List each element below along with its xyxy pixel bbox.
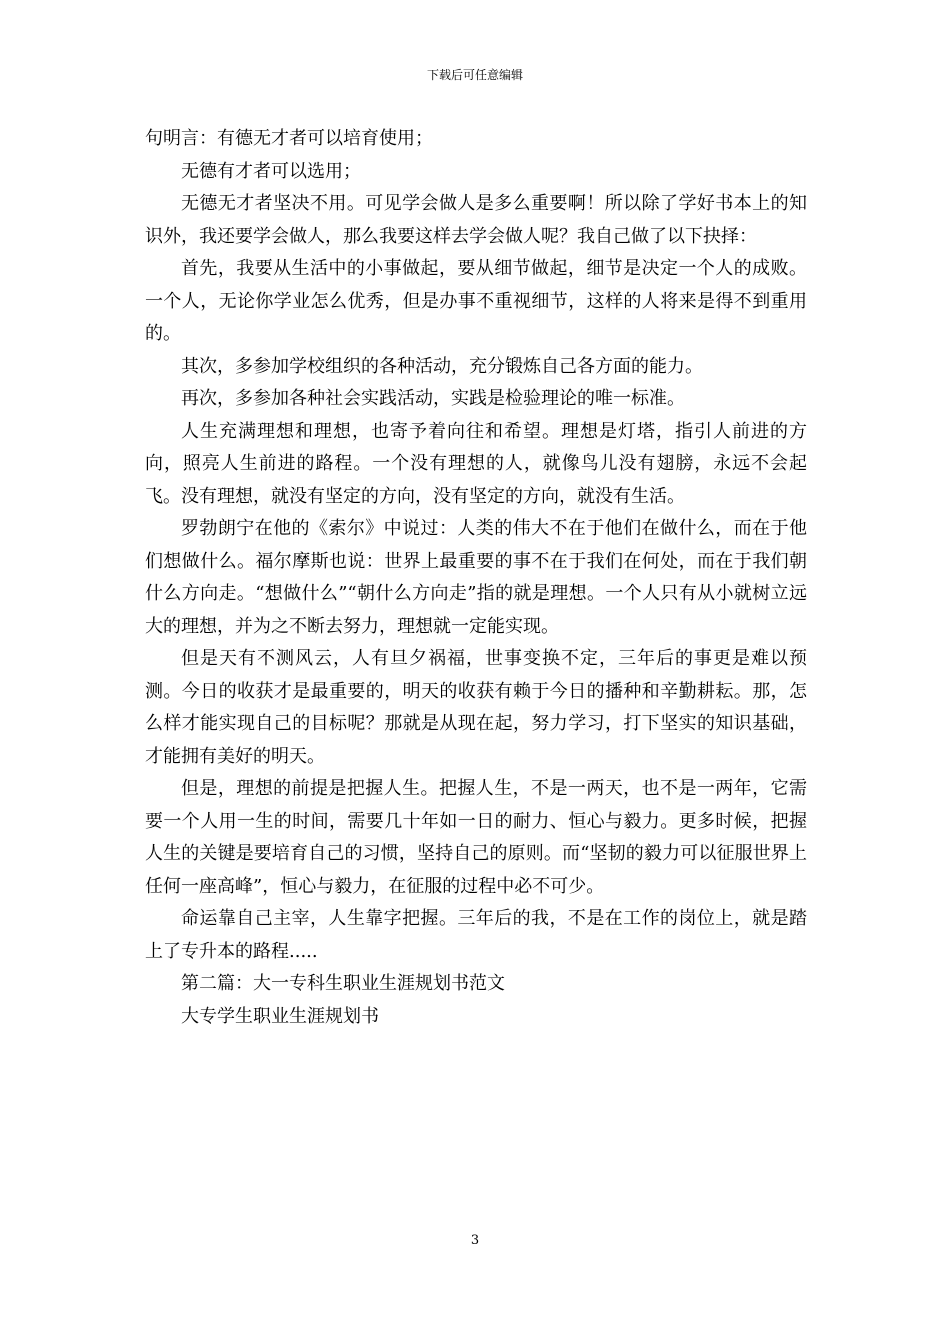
paragraph: 但是，理想的前提是把握人生。把握人生，不是一两天，也不是一两年，它需要一个人用一生的时间，需要几十年如一日的耐力、恒心与毅力。更多时候，把握人生的关键是要培育自己的习惯，坚持自己的原则。而“坚韧的毅力可以征服世界上任何一座高峰”，恒心与毅力，在征服的过程中必不可少。 — [145, 778, 807, 897]
paragraph: 但是天有不测风云，人有旦夕祸福，世事变换不定，三年后的事更是难以预测。今日的收获才是最重要的，明天的收获有赖于今日的播种和辛勤耕耘。那，怎么样才能实现自己的目标呢？那就是从现在起，努力学习，打下坚实的知识基础，才能拥有美好的明天。 — [145, 648, 807, 767]
paragraph: 其次，多参加学校组织的各种活动，充分锻炼自己各方面的能力。 — [181, 355, 703, 377]
paragraph: 句明言：有德无才者可以培育使用； — [145, 128, 433, 149]
paragraph: 命运靠自己主宰，人生靠字把握。三年后的我，不是在工作的岗位上，就是踏上了专升本的路程..... — [145, 908, 807, 962]
document-body — [145, 123, 807, 1033]
paragraph: 人生充满理想和理想，也寄予着向往和希望。理想是灯塔，指引人前进的方向，照亮人生前进的路程。一个没有理想的人，就像鸟儿没有翅膀，永远不会起飞。没有理想，就没有坚定的方向，没有坚定的方向，就没有生活。 — [145, 420, 807, 507]
section-heading: 第二篇：大一专科生职业生涯规划书范文 — [181, 973, 505, 994]
page-number: 3 — [470, 1233, 480, 1248]
document-title: 大专学生职业生涯规划书 — [181, 1005, 379, 1027]
paragraph: 首先，我要从生活中的小事做起，要从细节做起，细节是决定一个人的成败。一个人，无论你学业怎么优秀，但是办事不重视细节，这样的人将来是得不到重用的。 — [145, 258, 807, 344]
page-header: 下载后可任意编辑 — [426, 68, 523, 82]
paragraph: 无德无才者坚决不用。可见学会做人是多么重要啊！所以除了学好书本上的知识外，我还要学会做人，那么我要这样去学会做人呢？我自己做了以下抉择： — [145, 193, 807, 247]
paragraph: 罗勃朗宁在他的《索尔》中说过：人类的伟大不在于他们在做什么，而在于他们想做什么。福尔摩斯也说：世界上最重要的事不在于我们在何处，而在于我们朝什么方向走。“想做什么”“朝什么方向走”指的就是理想。一个人只有从小就树立远大的理想，并为之不断去努力，理想就一定能实现。 — [145, 518, 807, 637]
paragraph: 再次，多参加各种社会实践活动，实践是检验理论的唯一标准。 — [181, 388, 685, 409]
paragraph: 无德有才者可以选用； — [181, 160, 361, 182]
